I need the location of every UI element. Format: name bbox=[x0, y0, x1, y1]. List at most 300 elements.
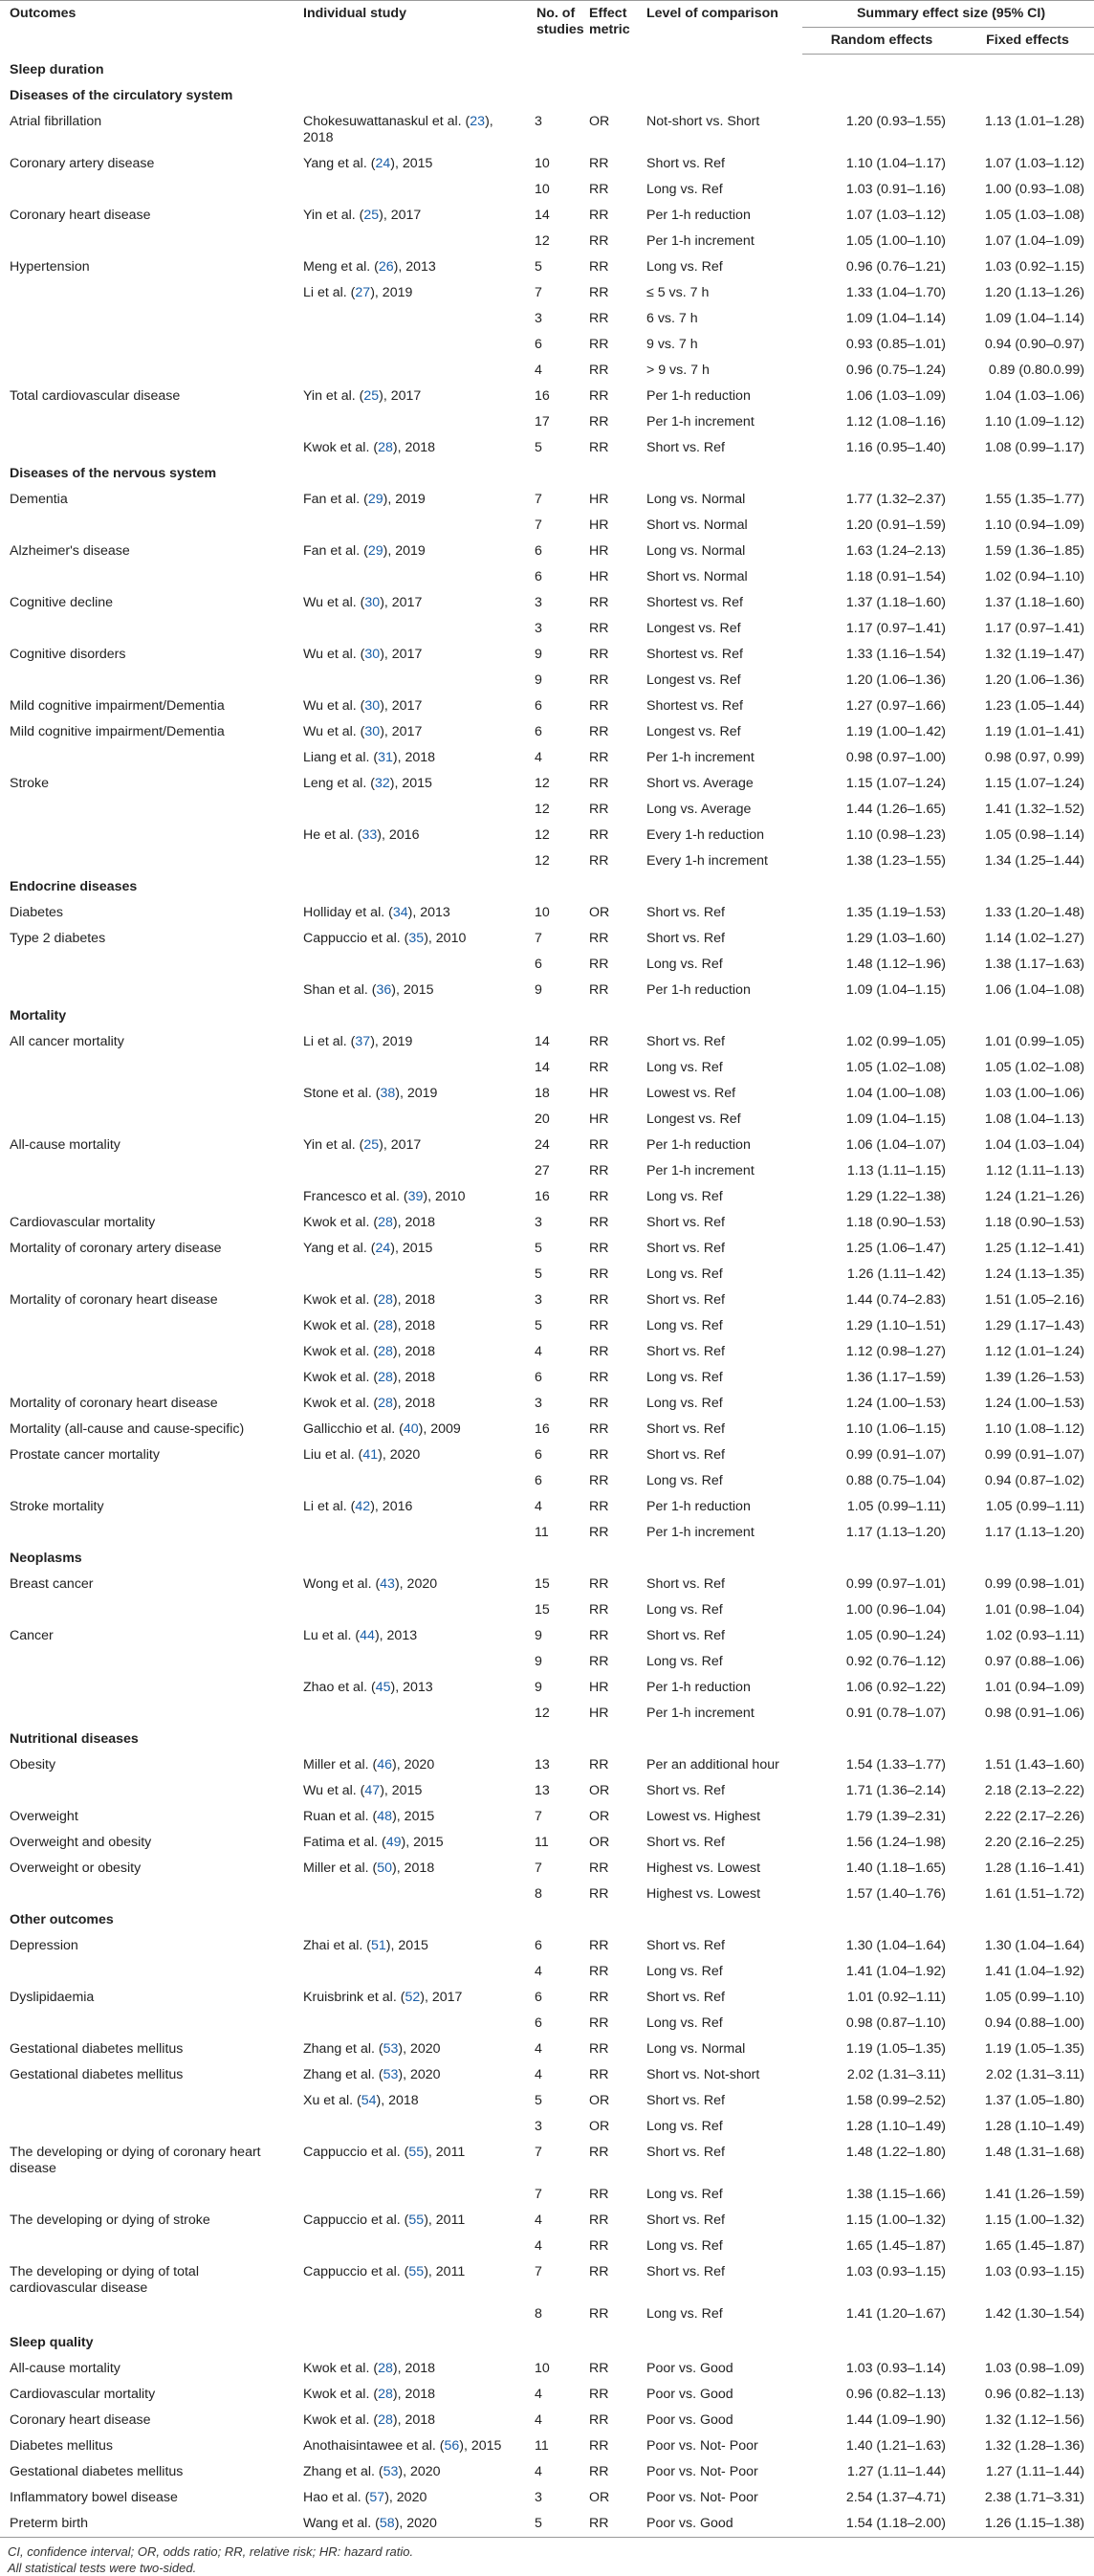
cell-study: Zhai et al. (51), 2015 bbox=[303, 1938, 428, 1953]
section-title: Sleep duration bbox=[10, 62, 104, 77]
cell-comparison: Per 1-h reduction bbox=[646, 982, 751, 998]
cell-comparison: Shortest vs. Ref bbox=[646, 647, 743, 662]
cell-study: Yin et al. (25), 2017 bbox=[303, 388, 422, 404]
footnote-abbreviations: CI, confidence interval; OR, odds ratio; RR, relative risk; HR: hazard ratio. bbox=[8, 2544, 414, 2559]
cell-comparison: Short vs. Ref bbox=[646, 1576, 726, 1592]
table-row bbox=[0, 2459, 1094, 2485]
citation-link[interactable]: 28 bbox=[378, 440, 393, 455]
citation-link[interactable]: 28 bbox=[378, 1370, 393, 1385]
cell-random-effects: 1.02 (0.99–1.05) bbox=[845, 1034, 946, 1049]
cell-n-studies: 9 bbox=[535, 672, 542, 688]
cell-n-studies: 7 bbox=[535, 931, 542, 946]
cell-comparison: Short vs. Ref bbox=[646, 1215, 726, 1230]
cell-fixed-effects: 1.37 (1.05–1.80) bbox=[984, 2093, 1084, 2108]
cell-n-studies: 6 bbox=[535, 543, 542, 559]
cell-outcome: The developing or dying of stroke bbox=[10, 2213, 210, 2228]
cell-comparison: Long vs. Ref bbox=[646, 1654, 723, 1669]
citation-link[interactable]: 42 bbox=[355, 1499, 371, 1514]
citation-link[interactable]: 53 bbox=[383, 2464, 399, 2479]
cell-outcome: Diabetes mellitus bbox=[10, 2438, 114, 2454]
cell-study: Hao et al. (57), 2020 bbox=[303, 2490, 427, 2505]
cell-outcome bbox=[0, 1468, 294, 1494]
citation-link[interactable]: 55 bbox=[408, 2145, 425, 2160]
cell-random-effects: 1.09 (1.04–1.15) bbox=[845, 1112, 946, 1127]
cell-metric: RR bbox=[589, 2187, 609, 2202]
cell-comparison: Long vs. Ref bbox=[646, 182, 723, 197]
cell-outcome: Overweight bbox=[10, 1809, 78, 1824]
citation-link[interactable]: 28 bbox=[378, 1344, 393, 1359]
cell-study: Yang et al. (24), 2015 bbox=[303, 1241, 433, 1256]
citation-link[interactable]: 30 bbox=[364, 724, 381, 739]
subsection-title: Other outcomes bbox=[10, 1912, 114, 1927]
table-row bbox=[0, 2208, 1094, 2234]
cell-comparison: ≤ 5 vs. 7 h bbox=[646, 285, 710, 300]
citation-link[interactable]: 38 bbox=[380, 1086, 396, 1101]
cell-metric: RR bbox=[589, 2238, 609, 2254]
cell-study bbox=[294, 668, 527, 694]
header-metric: Effect metric bbox=[580, 1, 637, 55]
citation-link[interactable]: 30 bbox=[364, 647, 381, 662]
cell-fixed-effects: 1.04 (1.03–1.06) bbox=[984, 388, 1084, 404]
cell-random-effects: 1.29 (1.22–1.38) bbox=[845, 1189, 946, 1204]
cell-study: Zhang et al. (53), 2020 bbox=[303, 2041, 441, 2057]
cell-comparison: Lowest vs. Ref bbox=[646, 1086, 736, 1101]
citation-link[interactable]: 55 bbox=[408, 2213, 425, 2228]
cell-comparison: Short vs. Average bbox=[646, 776, 754, 791]
citation-link[interactable]: 28 bbox=[378, 1396, 393, 1411]
cell-outcome: Mild cognitive impairment/Dementia bbox=[10, 698, 225, 714]
citation-link[interactable]: 49 bbox=[385, 1835, 402, 1850]
citation-link[interactable]: 28 bbox=[378, 2361, 393, 2376]
cell-random-effects: 1.40 (1.18–1.65) bbox=[845, 1860, 946, 1876]
cell-study bbox=[294, 1468, 527, 1494]
citation-link[interactable]: 37 bbox=[355, 1034, 371, 1049]
citation-link[interactable]: 25 bbox=[363, 388, 380, 404]
citation-link[interactable]: 25 bbox=[363, 208, 380, 223]
subsection-heading bbox=[0, 1003, 1094, 1029]
table-row bbox=[0, 848, 1094, 874]
cell-study: Kwok et al. (28), 2018 bbox=[303, 1292, 436, 1308]
cell-metric: OR bbox=[589, 1835, 610, 1850]
citation-link[interactable]: 34 bbox=[392, 905, 408, 920]
citation-link[interactable]: 53 bbox=[383, 2041, 399, 2057]
cell-random-effects: 0.91 (0.78–1.07) bbox=[845, 1706, 946, 1721]
cell-n-studies: 9 bbox=[535, 982, 542, 998]
cell-fixed-effects: 1.05 (1.03–1.08) bbox=[984, 208, 1084, 223]
cell-metric: RR bbox=[589, 259, 609, 275]
cell-outcome bbox=[0, 358, 294, 384]
cell-random-effects: 1.28 (1.10–1.49) bbox=[845, 2119, 946, 2134]
citation-link[interactable]: 35 bbox=[408, 931, 425, 946]
cell-n-studies: 6 bbox=[535, 1938, 542, 1953]
cell-n-studies: 3 bbox=[535, 595, 542, 610]
cell-metric: RR bbox=[589, 672, 609, 688]
cell-outcome: Diabetes bbox=[10, 905, 63, 920]
cell-fixed-effects: 1.05 (1.02–1.08) bbox=[984, 1060, 1084, 1075]
cell-n-studies: 6 bbox=[535, 2015, 542, 2031]
cell-random-effects: 1.12 (0.98–1.27) bbox=[845, 1344, 946, 1359]
cell-outcome bbox=[0, 797, 294, 823]
subsection-heading bbox=[0, 1727, 1094, 1752]
cell-comparison: Short vs. Ref bbox=[646, 1835, 726, 1850]
cell-outcome bbox=[0, 1520, 294, 1546]
cell-random-effects: 0.92 (0.76–1.12) bbox=[845, 1654, 946, 1669]
citation-link[interactable]: 47 bbox=[364, 1783, 381, 1798]
cell-study: Zhao et al. (45), 2013 bbox=[303, 1680, 433, 1695]
cell-random-effects: 1.36 (1.17–1.59) bbox=[845, 1370, 946, 1385]
cell-outcome bbox=[0, 306, 294, 332]
cell-study: Wu et al. (30), 2017 bbox=[303, 724, 423, 739]
table-row bbox=[0, 151, 1094, 177]
cell-comparison: Per 1-h increment bbox=[646, 1163, 755, 1178]
cell-comparison: Highest vs. Lowest bbox=[646, 1860, 761, 1876]
cell-outcome bbox=[0, 2011, 294, 2037]
table-row bbox=[0, 694, 1094, 719]
table-row bbox=[0, 2433, 1094, 2459]
citation-link[interactable]: 29 bbox=[367, 492, 383, 507]
cell-study: Wang et al. (58), 2020 bbox=[294, 2511, 527, 2538]
cell-fixed-effects: 1.26 (1.15–1.38) bbox=[955, 2511, 1094, 2538]
cell-outcome: All-cause mortality bbox=[10, 2361, 120, 2376]
citation-link[interactable]: 51 bbox=[370, 1938, 386, 1953]
cell-metric: RR bbox=[589, 363, 609, 378]
cell-comparison: Every 1-h increment bbox=[646, 853, 768, 869]
table-row bbox=[0, 1494, 1094, 1520]
cell-metric: RR bbox=[589, 698, 609, 714]
cell-n-studies: 5 bbox=[535, 1266, 542, 1282]
cell-comparison: Long vs. Ref bbox=[646, 1318, 723, 1333]
cell-random-effects: 1.48 (1.12–1.96) bbox=[845, 957, 946, 972]
cell-study bbox=[294, 1959, 527, 1985]
cell-outcome bbox=[0, 1675, 294, 1701]
cell-fixed-effects: 1.32 (1.28–1.36) bbox=[984, 2438, 1084, 2454]
cell-comparison: Short vs. Ref bbox=[646, 156, 726, 171]
citation-link[interactable]: 46 bbox=[377, 1757, 393, 1772]
cell-comparison: Lowest vs. Highest bbox=[646, 1809, 761, 1824]
cell-fixed-effects: 1.65 (1.45–1.87) bbox=[984, 2238, 1084, 2254]
cell-fixed-effects: 1.61 (1.51–1.72) bbox=[984, 1886, 1084, 1902]
cell-n-studies: 7 bbox=[535, 517, 542, 533]
cell-study: Anothaisintawee et al. (56), 2015 bbox=[303, 2438, 502, 2454]
cell-comparison: Short vs. Ref bbox=[646, 1241, 726, 1256]
cell-metric: OR bbox=[589, 2119, 610, 2134]
cell-comparison: Per 1-h reduction bbox=[646, 1680, 751, 1695]
cell-study: He et al. (33), 2016 bbox=[303, 827, 420, 843]
cell-fixed-effects: 1.01 (0.99–1.05) bbox=[984, 1034, 1084, 1049]
table-row bbox=[0, 1081, 1094, 1107]
table-row bbox=[0, 1649, 1094, 1675]
cell-outcome bbox=[0, 823, 294, 848]
cell-random-effects: 1.06 (0.92–1.22) bbox=[845, 1680, 946, 1695]
cell-random-effects: 1.13 (1.11–1.15) bbox=[846, 1163, 946, 1178]
cell-n-studies: 4 bbox=[535, 2464, 542, 2479]
cell-metric: RR bbox=[589, 853, 609, 869]
cell-outcome bbox=[0, 1701, 294, 1727]
cell-metric: RR bbox=[589, 1860, 609, 1876]
table-row bbox=[0, 1882, 1094, 1907]
cell-n-studies: 6 bbox=[535, 1370, 542, 1385]
citation-link[interactable]: 31 bbox=[378, 750, 393, 765]
cell-fixed-effects: 1.38 (1.17–1.63) bbox=[984, 957, 1084, 972]
cell-comparison: Poor vs. Not- Poor bbox=[646, 2438, 758, 2454]
table-row bbox=[0, 229, 1094, 254]
cell-study: Xu et al. (54), 2018 bbox=[303, 2093, 419, 2108]
cell-outcome: Stroke bbox=[10, 776, 50, 791]
citation-link[interactable]: 43 bbox=[380, 1576, 395, 1592]
table-body bbox=[0, 55, 1094, 2538]
table-row bbox=[0, 1313, 1094, 1339]
citation-link[interactable]: 44 bbox=[360, 1628, 375, 1643]
cell-n-studies: 14 bbox=[535, 208, 550, 223]
cell-random-effects: 1.44 (0.74–2.83) bbox=[845, 1292, 946, 1308]
cell-comparison: Short vs. Ref bbox=[646, 2213, 726, 2228]
citation-link[interactable]: 58 bbox=[379, 2516, 395, 2531]
cell-comparison: Every 1-h reduction bbox=[646, 827, 765, 843]
citation-link[interactable]: 26 bbox=[378, 259, 394, 275]
cell-metric: RR bbox=[589, 1447, 609, 1463]
table-row bbox=[0, 2485, 1094, 2511]
citation-link[interactable]: 33 bbox=[361, 827, 378, 843]
citation-link[interactable]: 25 bbox=[363, 1137, 380, 1153]
header-comparison: Level of comparison bbox=[637, 1, 802, 55]
cell-outcome: Gestational diabetes mellitus bbox=[10, 2464, 184, 2479]
cell-metric: RR bbox=[589, 1938, 609, 1953]
citation-link[interactable]: 27 bbox=[355, 285, 371, 300]
cell-metric: RR bbox=[589, 802, 609, 817]
cell-outcome bbox=[0, 1597, 294, 1623]
table-row bbox=[0, 1856, 1094, 1882]
cell-metric: RR bbox=[589, 2067, 609, 2082]
cell-n-studies: 13 bbox=[535, 1757, 550, 1772]
cell-comparison: Short vs. Ref bbox=[646, 1990, 726, 2005]
table-row bbox=[0, 2062, 1094, 2088]
cell-n-studies: 14 bbox=[535, 1034, 550, 1049]
cell-metric: RR bbox=[589, 827, 609, 843]
table-row bbox=[0, 952, 1094, 978]
table-row bbox=[0, 2301, 1094, 2327]
cell-metric: RR bbox=[589, 1189, 609, 1204]
cell-outcome bbox=[0, 2301, 294, 2327]
citation-link[interactable]: 23 bbox=[470, 114, 486, 129]
citation-link[interactable]: 39 bbox=[407, 1189, 424, 1204]
citation-link[interactable]: 54 bbox=[361, 2093, 377, 2108]
cell-random-effects: 1.38 (1.23–1.55) bbox=[845, 853, 946, 869]
cell-metric: RR bbox=[589, 2361, 609, 2376]
cell-fixed-effects: 0.94 (0.88–1.00) bbox=[984, 2015, 1084, 2031]
cell-random-effects: 1.10 (0.98–1.23) bbox=[845, 827, 946, 843]
cell-random-effects: 1.44 (1.26–1.65) bbox=[845, 802, 946, 817]
cell-metric: RR bbox=[580, 2511, 637, 2538]
cell-n-studies: 12 bbox=[535, 233, 550, 249]
cell-random-effects: 1.00 (0.96–1.04) bbox=[845, 1602, 946, 1618]
cell-random-effects: 1.25 (1.06–1.47) bbox=[845, 1241, 946, 1256]
cell-study: Shan et al. (36), 2015 bbox=[303, 982, 434, 998]
cell-n-studies: 6 bbox=[535, 698, 542, 714]
cell-outcome: Coronary heart disease bbox=[10, 2412, 151, 2428]
citation-link[interactable]: 36 bbox=[376, 982, 392, 998]
table-row bbox=[0, 1830, 1094, 1856]
cell-metric: RR bbox=[589, 2464, 609, 2479]
cell-study: Cappuccio et al. (55), 2011 bbox=[303, 2145, 466, 2160]
table-row bbox=[0, 1339, 1094, 1365]
table-row bbox=[0, 1158, 1094, 1184]
table-row bbox=[0, 109, 1094, 151]
cell-random-effects: 1.03 (0.91–1.16) bbox=[845, 182, 946, 197]
citation-link[interactable]: 24 bbox=[375, 1241, 391, 1256]
cell-fixed-effects: 1.32 (1.19–1.47) bbox=[984, 647, 1084, 662]
cell-comparison: Short vs. Ref bbox=[646, 1628, 726, 1643]
table-row bbox=[0, 280, 1094, 306]
cell-fixed-effects: 1.10 (1.08–1.12) bbox=[984, 1421, 1084, 1437]
cell-random-effects: 1.29 (1.10–1.51) bbox=[845, 1318, 946, 1333]
cell-comparison: Short vs. Ref bbox=[646, 1344, 726, 1359]
cell-n-studies: 5 bbox=[535, 1241, 542, 1256]
cell-metric: RR bbox=[589, 1137, 609, 1153]
cell-study bbox=[294, 2234, 527, 2259]
cell-study: Wu et al. (30), 2017 bbox=[303, 698, 423, 714]
cell-fixed-effects: 2.18 (2.13–2.22) bbox=[984, 1783, 1084, 1798]
cell-n-studies: 27 bbox=[535, 1163, 550, 1178]
citation-link[interactable]: 40 bbox=[403, 1421, 419, 1437]
cell-metric: HR bbox=[589, 1680, 609, 1695]
subsection-heading bbox=[0, 1546, 1094, 1572]
cell-n-studies: 4 bbox=[535, 750, 542, 765]
cell-metric: RR bbox=[589, 1499, 609, 1514]
cell-random-effects: 1.33 (1.16–1.54) bbox=[845, 647, 946, 662]
cell-metric: RR bbox=[589, 1421, 609, 1437]
cell-n-studies: 7 bbox=[535, 2264, 542, 2279]
table-row bbox=[0, 487, 1094, 513]
cell-outcome bbox=[0, 1107, 294, 1133]
cell-metric: RR bbox=[589, 2041, 609, 2057]
cell-metric: RR bbox=[589, 724, 609, 739]
cell-comparison: Short vs. Ref bbox=[646, 1034, 726, 1049]
citation-link[interactable]: 45 bbox=[375, 1680, 391, 1695]
citation-link[interactable]: 24 bbox=[375, 156, 391, 171]
citation-link[interactable]: 30 bbox=[364, 698, 381, 714]
cell-outcome: Total cardiovascular disease bbox=[10, 388, 181, 404]
table-row bbox=[0, 2182, 1094, 2208]
cell-study: Kwok et al. (28), 2018 bbox=[303, 1370, 436, 1385]
citation-link[interactable]: 50 bbox=[377, 1860, 393, 1876]
citation-link[interactable]: 28 bbox=[378, 1292, 393, 1308]
table-row bbox=[0, 1391, 1094, 1417]
cell-metric: OR bbox=[589, 1809, 610, 1824]
cell-study bbox=[294, 306, 527, 332]
cell-n-studies: 4 bbox=[535, 2387, 542, 2402]
cell-n-studies: 15 bbox=[535, 1602, 550, 1618]
cell-n-studies: 5 bbox=[535, 440, 542, 455]
cell-n-studies: 4 bbox=[535, 2067, 542, 2082]
cell-study: Kwok et al. (28), 2018 bbox=[303, 1344, 436, 1359]
cell-n-studies: 16 bbox=[535, 1421, 550, 1437]
cell-fixed-effects: 1.33 (1.20–1.48) bbox=[984, 905, 1084, 920]
citation-link[interactable]: 29 bbox=[367, 543, 383, 559]
cell-outcome: Inflammatory bowel disease bbox=[10, 2490, 178, 2505]
cell-metric: RR bbox=[589, 1757, 609, 1772]
table-row bbox=[0, 1520, 1094, 1546]
citation-link[interactable]: 28 bbox=[378, 2387, 393, 2402]
cell-comparison: Long vs. Ref bbox=[646, 1602, 723, 1618]
cell-n-studies: 15 bbox=[535, 1576, 550, 1592]
cell-comparison: Poor vs. Good bbox=[646, 2412, 733, 2428]
cell-outcome bbox=[0, 332, 294, 358]
citation-link[interactable]: 32 bbox=[374, 776, 390, 791]
citation-link[interactable]: 28 bbox=[378, 1215, 393, 1230]
cell-study bbox=[294, 1520, 527, 1546]
cell-n-studies: 6 bbox=[535, 724, 542, 739]
cell-n-studies: 3 bbox=[535, 311, 542, 326]
cell-fixed-effects: 1.42 (1.30–1.54) bbox=[984, 2306, 1084, 2322]
cell-comparison: 6 vs. 7 h bbox=[646, 311, 698, 326]
citation-link[interactable]: 55 bbox=[408, 2264, 425, 2279]
citation-link[interactable]: 41 bbox=[362, 1447, 379, 1463]
cell-random-effects: 1.03 (0.93–1.15) bbox=[845, 2264, 946, 2279]
citation-link[interactable]: 48 bbox=[377, 1809, 393, 1824]
cell-n-studies: 5 bbox=[535, 259, 542, 275]
cell-n-studies: 10 bbox=[535, 905, 550, 920]
cell-outcome: Depression bbox=[10, 1938, 78, 1953]
cell-n-studies: 10 bbox=[535, 182, 550, 197]
citation-link[interactable]: 56 bbox=[444, 2438, 460, 2454]
cell-comparison: Short vs. Ref bbox=[646, 1292, 726, 1308]
cell-n-studies: 10 bbox=[535, 2361, 550, 2376]
cell-comparison: Not-short vs. Short bbox=[646, 114, 760, 129]
cell-outcome bbox=[0, 745, 294, 771]
cell-n-studies: 12 bbox=[535, 853, 550, 869]
cell-outcome: All-cause mortality bbox=[10, 1137, 120, 1153]
cell-random-effects: 1.18 (0.91–1.54) bbox=[845, 569, 946, 584]
cell-random-effects: 1.20 (0.91–1.59) bbox=[845, 517, 946, 533]
citation-link[interactable]: 57 bbox=[369, 2490, 385, 2505]
cell-outcome bbox=[0, 1778, 294, 1804]
cell-study: Yang et al. (24), 2015 bbox=[303, 156, 433, 171]
citation-link[interactable]: 53 bbox=[383, 2067, 399, 2082]
cell-comparison: Per 1-h increment bbox=[646, 414, 755, 429]
citation-link[interactable]: 30 bbox=[364, 595, 381, 610]
cell-n-studies: 5 bbox=[527, 2511, 580, 2538]
cell-comparison: Per 1-h increment bbox=[646, 1525, 755, 1540]
footnote-tests: All statistical tests were two-sided. bbox=[8, 2561, 197, 2575]
cell-outcome bbox=[0, 177, 294, 203]
cell-fixed-effects: 1.30 (1.04–1.64) bbox=[984, 1938, 1084, 1953]
cell-study bbox=[294, 332, 527, 358]
cell-metric: RR bbox=[589, 414, 609, 429]
cell-study: Holliday et al. (34), 2013 bbox=[303, 905, 450, 920]
citation-link[interactable]: 28 bbox=[378, 2412, 393, 2428]
cell-random-effects: 1.40 (1.21–1.63) bbox=[845, 2438, 946, 2454]
table-row bbox=[0, 1675, 1094, 1701]
cell-metric: OR bbox=[589, 905, 610, 920]
cell-outcome: Overweight or obesity bbox=[10, 1860, 142, 1876]
cell-study bbox=[294, 229, 527, 254]
cell-study: Chokesuwattanaskul et al. (23), 2018 bbox=[303, 114, 493, 145]
cell-study: Wong et al. (43), 2020 bbox=[303, 1576, 438, 1592]
citation-link[interactable]: 52 bbox=[405, 1990, 421, 2005]
cell-metric: RR bbox=[589, 1990, 609, 2005]
cell-study bbox=[294, 1701, 527, 1727]
cell-fixed-effects: 1.10 (1.09–1.12) bbox=[984, 414, 1084, 429]
cell-random-effects: 1.10 (1.04–1.17) bbox=[845, 156, 946, 171]
cell-n-studies: 7 bbox=[535, 492, 542, 507]
cell-study bbox=[294, 1649, 527, 1675]
cell-fixed-effects: 1.17 (1.13–1.20) bbox=[984, 1525, 1084, 1540]
cell-comparison: Short vs. Ref bbox=[646, 1447, 726, 1463]
citation-link[interactable]: 28 bbox=[378, 1318, 393, 1333]
cell-fixed-effects: 1.17 (0.97–1.41) bbox=[984, 621, 1084, 636]
cell-fixed-effects: 1.28 (1.16–1.41) bbox=[984, 1860, 1084, 1876]
cell-metric: HR bbox=[589, 543, 609, 559]
